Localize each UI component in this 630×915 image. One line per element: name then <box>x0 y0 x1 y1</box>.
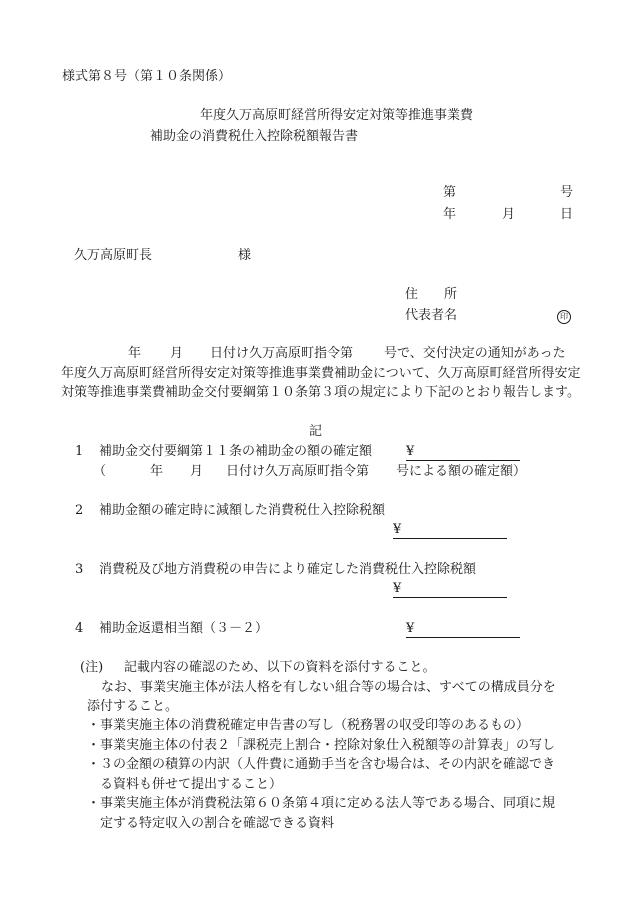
item1-sub-mid: 日付け久万高原町指令第 <box>226 464 370 479</box>
notes-bullet-1: ・事業実施主体の消費税確定申告書の写し（税務署の収受印等のあるもの） <box>87 718 530 733</box>
item2-label: 補助金額の確定時に減額した消費税仕入控除税額 <box>99 503 386 518</box>
date-month: 月 <box>502 207 516 222</box>
addressee-name: 久万高原町長 <box>74 248 153 263</box>
notes-bullet-3: ・３の金額の積算の内訳（人件費に通勤手当を含む場合は、その内訳を確認でき <box>87 757 556 772</box>
notes-line1: 記載内容の確認のため、以下の資料を添付すること。 <box>124 660 436 675</box>
date-day: 日 <box>560 207 574 222</box>
addressee-sama: 様 <box>238 248 252 263</box>
item3-number: 3 <box>75 562 84 577</box>
notes-head: (注) <box>80 660 104 675</box>
item1-sub-year: 年 <box>150 464 164 479</box>
body-line2: 年度久万高原町経営所得安定対策等推進事業費補助金について、久万高原町経営所得安定 <box>61 366 581 381</box>
notes-line3: 添付すること。 <box>87 699 179 714</box>
item1-label: 補助金交付要綱第１１条の補助金の額の確定額 <box>99 444 373 459</box>
item2-yen: ¥ <box>393 522 507 539</box>
item4-number: 4 <box>75 621 84 636</box>
item3-yen: ¥ <box>393 581 507 598</box>
doc-number-go: 号 <box>560 185 574 200</box>
notes-bullet-2: ・事業実施主体の付表２「課税売上割合・控除対象仕入税額等の計算表」の写し <box>87 738 556 753</box>
notes-bullet-3-cont: る資料も併せて提出すること） <box>87 777 283 792</box>
body-order-ref: 日付け久万高原町指令第 <box>210 346 354 361</box>
form-number: 様式第８号（第１０条関係） <box>62 69 232 84</box>
item2-number: 2 <box>75 503 84 518</box>
item4-yen: ¥ <box>406 621 520 638</box>
ki-heading: 記 <box>309 424 323 439</box>
notes-bullet-4: ・事業実施主体が消費税法第６０条第４項に定める法人等である場合、同項に規 <box>87 796 556 811</box>
item4-label: 補助金返還相当額（３－２） <box>99 621 269 636</box>
body-year: 年 <box>128 346 142 361</box>
title-line1: 年度久万高原町経営所得安定対策等推進事業費 <box>200 108 474 123</box>
item4-amount-field[interactable] <box>406 621 520 638</box>
item3-label: 消費税及び地方消費税の申告により確定した消費税仕入控除税額 <box>99 562 477 577</box>
body-line3: 対策等推進事業費補助金交付要綱第１０条第３項の規定により下記のとおり報告します。 <box>61 385 580 400</box>
item3-amount-field[interactable] <box>393 581 507 598</box>
item1-number: 1 <box>75 444 84 459</box>
representative-label: 代表者名 <box>405 308 458 323</box>
body-month: 月 <box>170 346 184 361</box>
item1-sub-tail: 号による額の確定額） <box>396 464 527 479</box>
notes-line2: なお、事業実施主体が法人格を有しない組合等の場合は、すべての構成員分を <box>101 680 556 695</box>
notes-bullet-4-cont: 定する特定収入の割合を確認できる資料 <box>87 816 335 831</box>
item1-amount-field[interactable] <box>406 444 520 461</box>
item2-amount-field[interactable] <box>393 522 507 539</box>
seal-icon: 印 <box>557 310 571 324</box>
seal-mark <box>557 308 571 324</box>
item1-sub-month: 月 <box>190 464 204 479</box>
item1-sub-open: （ <box>93 464 107 479</box>
date-year: 年 <box>443 207 457 222</box>
doc-number-dai: 第 <box>443 185 457 200</box>
title-line2: 補助金の消費税仕入控除税額報告書 <box>150 129 359 144</box>
item1-yen: ¥ <box>406 444 520 461</box>
body-line1-tail: 号で、交付決定の通知があった <box>384 346 566 361</box>
address-label: 住 所 <box>405 287 458 302</box>
